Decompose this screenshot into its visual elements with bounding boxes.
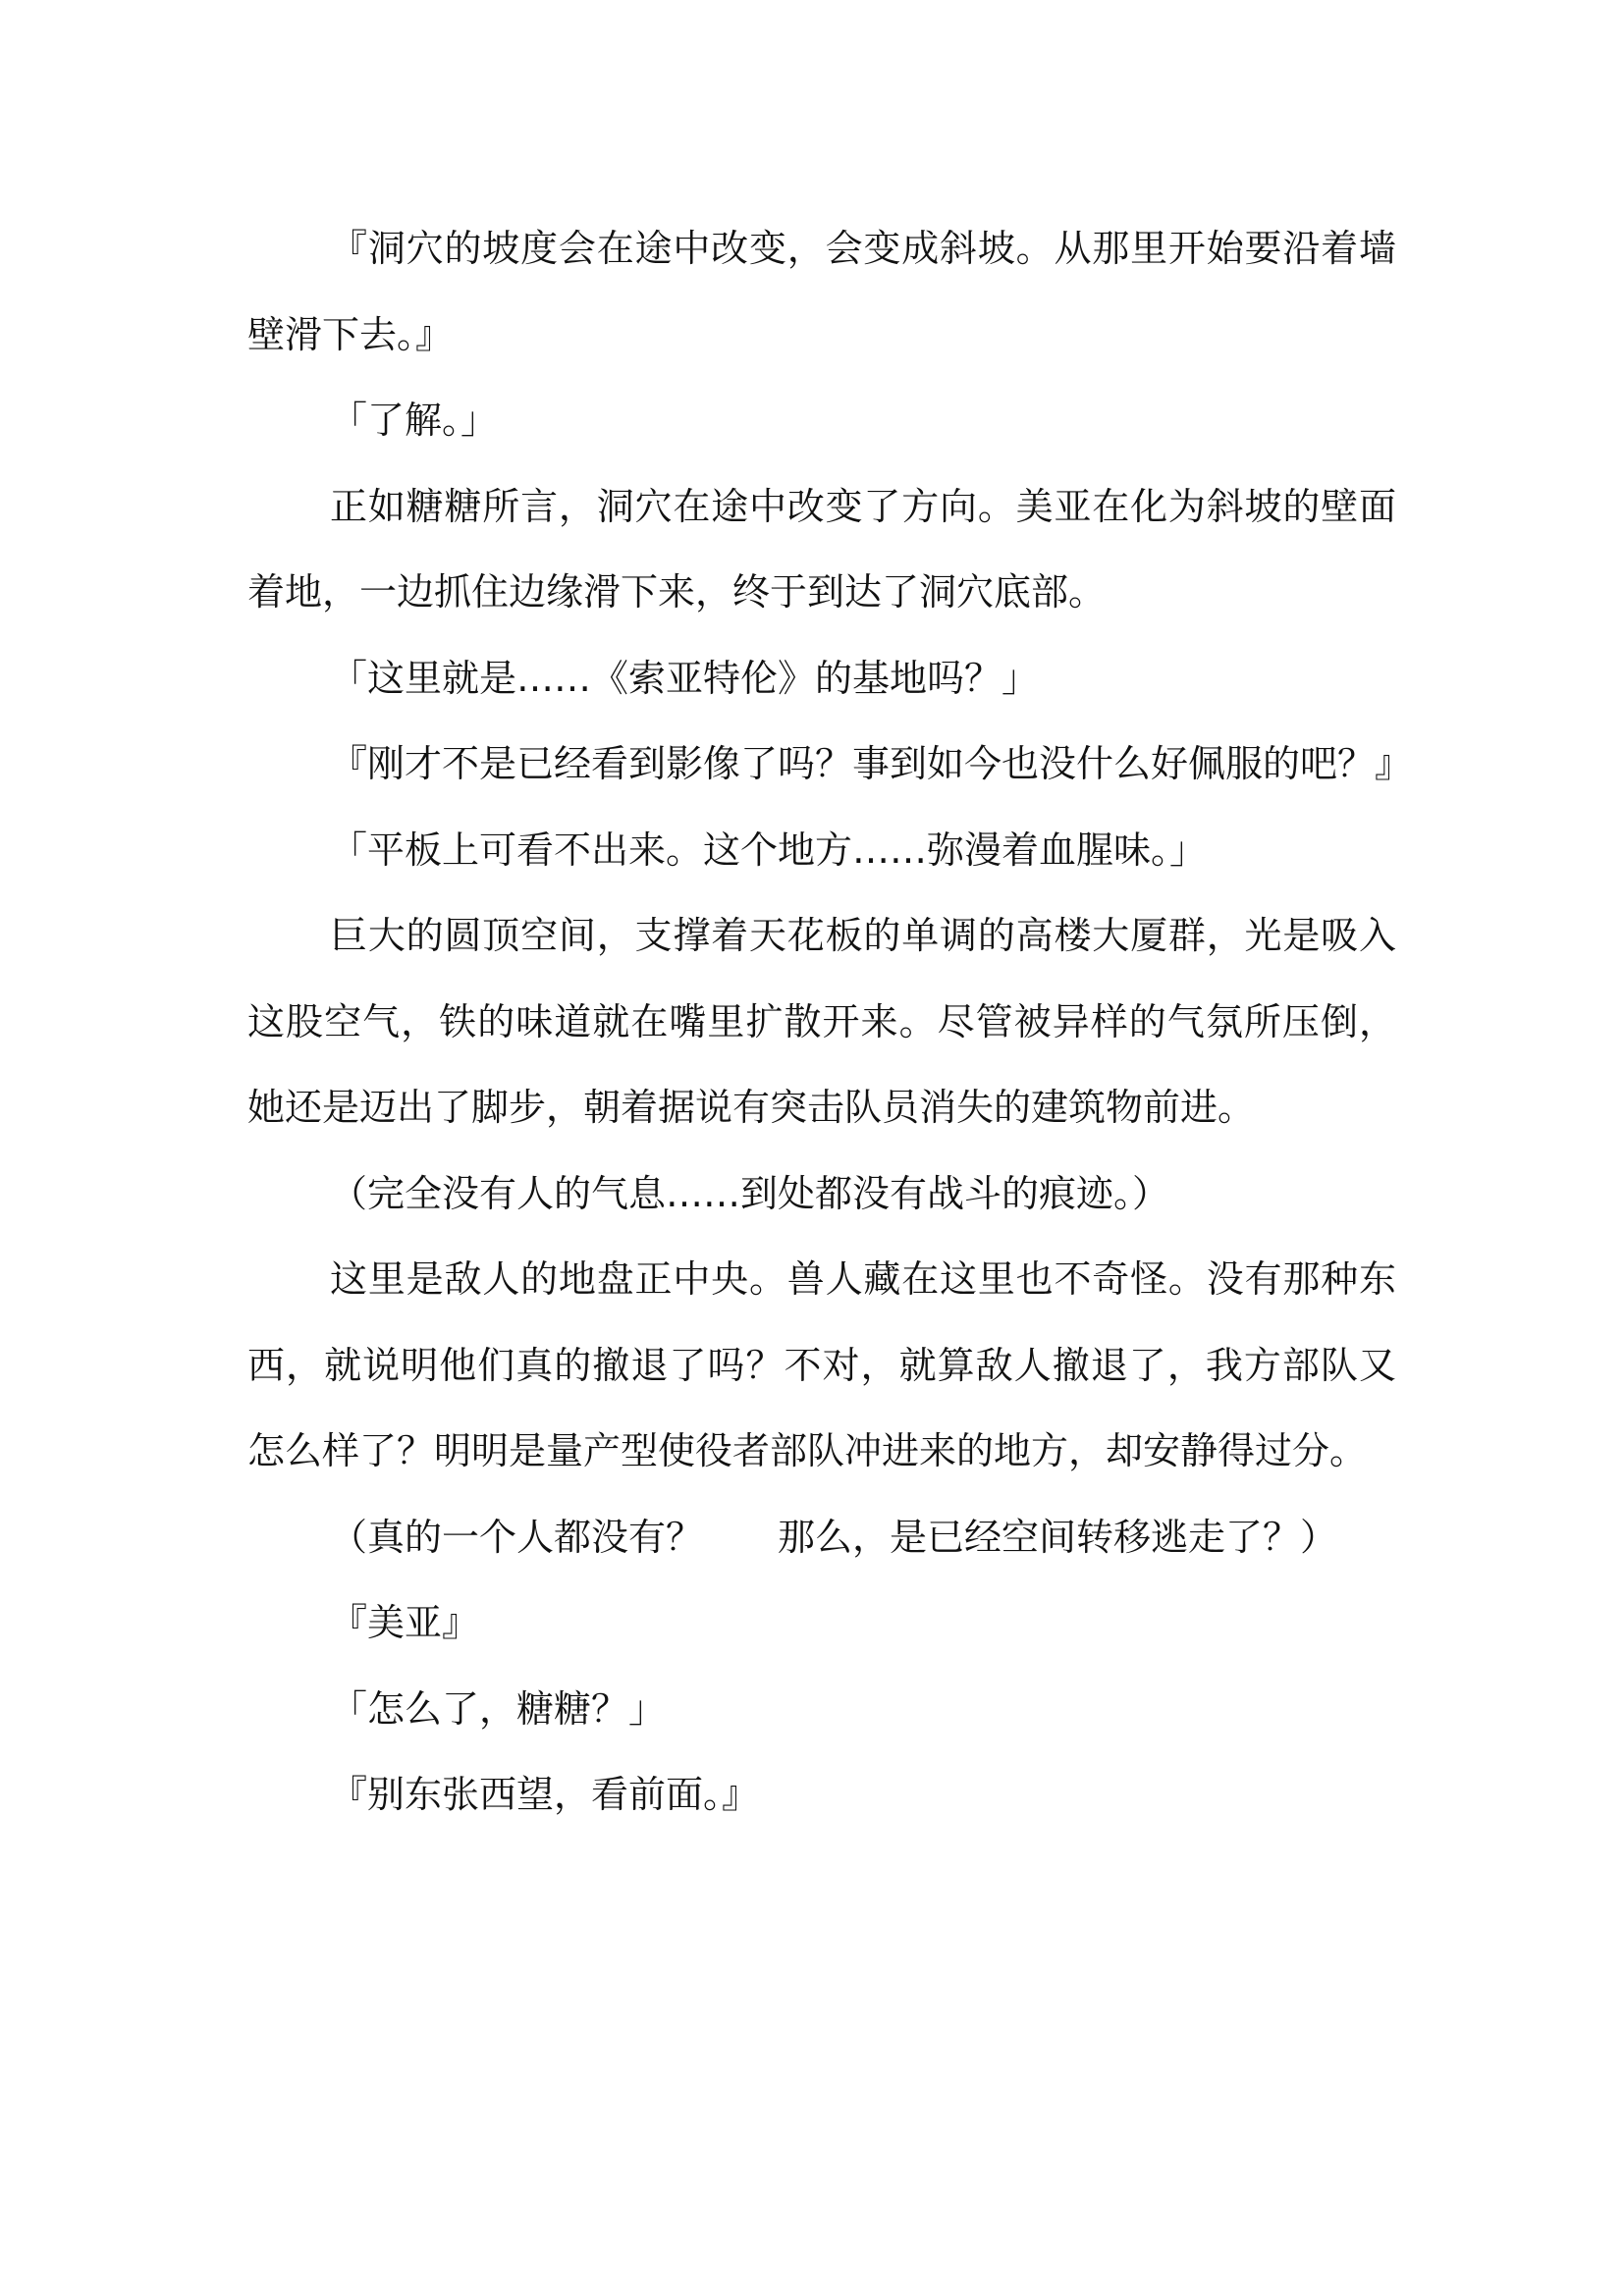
- paragraph: 『刚才不是已经看到影像了吗？事到如今也没什么好佩服的吧？』: [330, 742, 1413, 785]
- paragraph: （真的一个人都没有？ 那么，是已经空间转移逃走了？）: [330, 1515, 1338, 1559]
- paragraph: 「平板上可看不出来。这个地方……弥漫着血腥味。」: [330, 828, 1208, 872]
- paragraph: （完全没有人的气息……到处都没有战斗的痕迹。）: [330, 1171, 1170, 1215]
- paragraph: 『美亚』: [330, 1601, 480, 1644]
- paragraph: 巨大的圆顶空间，支撑着天花板的单调的高楼大厦群，光是吸入这股空气，铁的味道就在嘴里扩散开来。尽管被异样的气氛所压倒，她还是迈出了脚步，朝着据说有突击队员消失的建筑物前进。: [247, 914, 1396, 1129]
- paragraph: 正如糖糖所言，洞穴在途中改变了方向。美亚在化为斜坡的壁面着地，一边抓住边缘滑下来，终于到达了洞穴底部。: [247, 484, 1396, 614]
- paragraph: 「了解。」: [330, 399, 499, 442]
- paragraph: 『洞穴的坡度会在途中改变，会变成斜坡。从那里开始要沿着墙壁滑下去。』: [247, 227, 1396, 356]
- paragraph: 『别东张西望，看前面。』: [330, 1773, 760, 1816]
- paragraph: 这里是敌人的地盘正中央。兽人藏在这里也不奇怪。没有那种东西，就说明他们真的撤退了吗？不对，就算敌人撤退了，我方部队又怎么样了？明明是量产型使役者部队冲进来的地方，却安静得过分。: [247, 1257, 1396, 1472]
- paragraph: 「这里就是……《索亚特伦》的基地吗？」: [330, 656, 1040, 700]
- text-body: [247, 206, 1413, 1839]
- paragraph: 「怎么了，糖糖？」: [330, 1686, 667, 1731]
